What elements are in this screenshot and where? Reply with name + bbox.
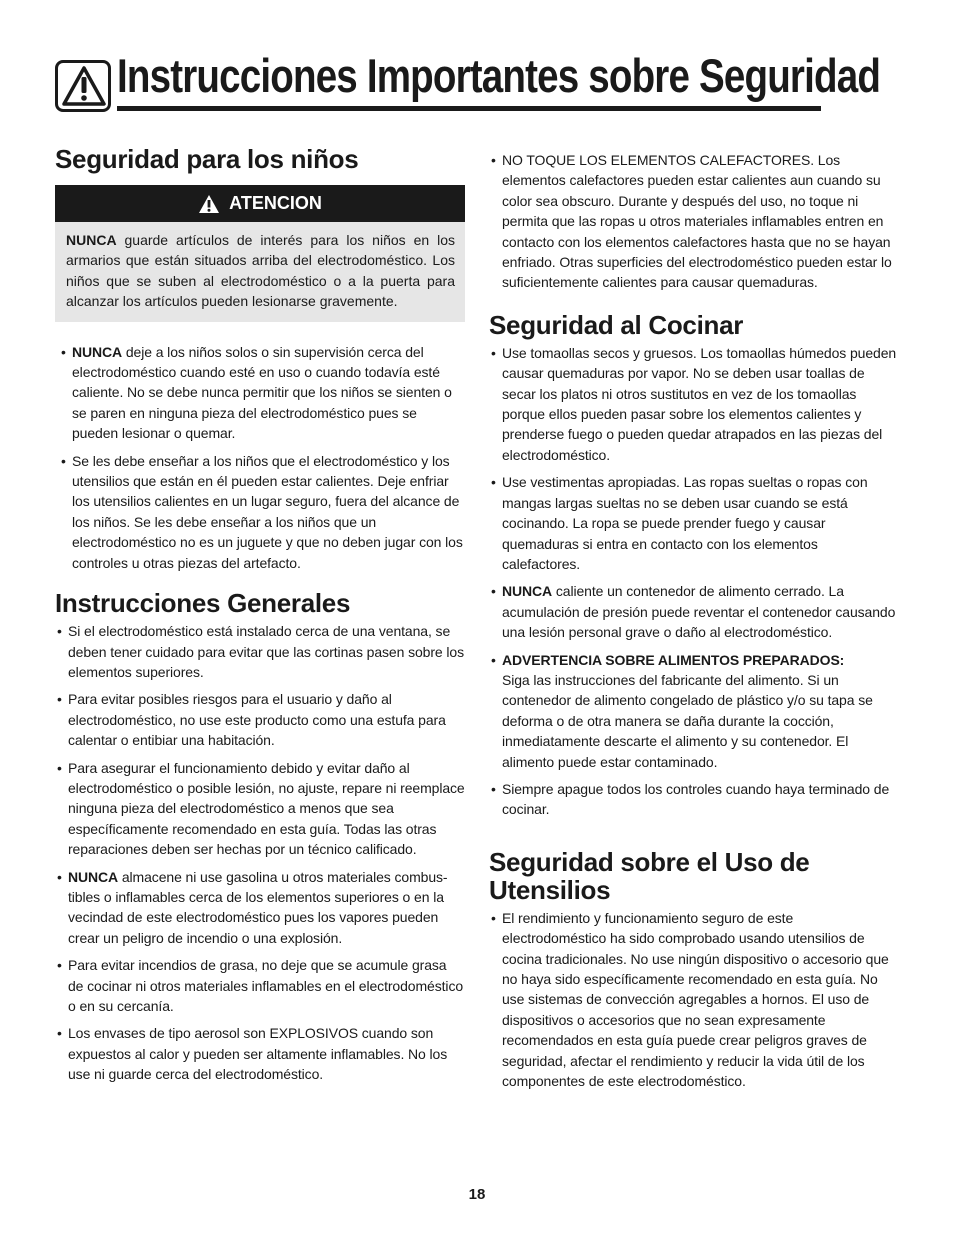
item-text: almacene ni use gasolina u otros materiales combus-tibles o inflamables cerca de los elementos superiores o en la vecindad de este electrodoméstico pues los vapores pueden crear un peligro de incendio o una explosión. [68,868,448,946]
item-text: Si el electrodoméstico está instalado cerca de una ventana, se deben tener cuidado para evitar que las cortinas pasen sobre los elementos superiores. [68,623,464,680]
item-lead: NUNCA [502,583,553,600]
cooking-list [489,343,899,820]
item-text: Para evitar posibles riesgos para el usuario y daño al electrodoméstico, no use este producto como una estufa para calentar o entibiar una habitación. [68,691,446,749]
list-item [59,451,465,573]
caution-bar [55,185,465,222]
item-text: Para evitar incendios de grasa, no deje que se acumule grasa de cocinar ni otros materiales inflamables en el electrodoméstico o en su cercanía. [68,957,464,1014]
page-number: 18 [468,1186,486,1203]
list-item [55,689,465,750]
cooking-heading: Seguridad al Cocinar [489,309,744,340]
item-lead: • ADVERTENCIA SOBRE ALIMENTOS PREPARADOS: [502,651,845,668]
item-text: Siga las instrucciones del fabricante del alimento. Si un contenedor de alimento congelado de plástico y/o su tapa se deforma o de otra manera se daña durante la cocción, inmediatamente descarte el alimento y su contenedor. El alimento puede estar contaminado. [502,671,873,770]
item-text: Los envases de tipo aerosol son EXPLOSIVOS cuando son expuestos al calor y pueden ser altamente inflamables. No los use ni guarde cerca del electrodoméstico. [68,1025,448,1083]
list-item [489,650,899,772]
caution-label: ATENCION [229,193,322,213]
caution-box [55,185,465,322]
list-item [55,1023,465,1084]
right-column [489,150,899,1098]
item-text: Se les debe enseñar a los niños que el electrodoméstico y los utensilios que están en él pueden estar calientes. Deje enfriar los utensilios calientes en un lugar seguro, fuera del alcance de los niños. Se les debe enseñar a los niños que un electrodoméstico no es un juguete y que no deben jugar con los controles u otras piezas del artefacto. [72,452,463,571]
list-item [55,621,465,682]
children-safety-list [55,342,465,573]
left-column [55,145,465,1092]
list-item [489,581,899,642]
list-item [55,955,465,1016]
utensils-list [489,908,899,1092]
item-lead: NUNCA [72,343,123,360]
item-text: Use tomaollas secos y gruesos. Los tomaollas húmedos pueden causar quemaduras por vapor. No se deben usar toallas de secar los platos ni otros sustitutos en vez de los tomaollas porque ellos pueden pasar sobre los elementos calientes y prenderse fuego o pueden quedar atrapados en las piezas del electrodoméstico. [502,344,897,463]
general-list [55,621,465,1085]
item-text: NO TOQUE LOS ELEMENTOS CALEFACTORES. Los elementos calefactores pueden estar calientes aun cuando su color sea obscuro. Durante y después del uso, no toque ni permita que las ropas u otros materiales inflamables entren en contacto con los elementos calefactores hasta que no se hayan enfriado. Otras superficies del electrodoméstico pueden estar lo suficientemente calientes para causar quemaduras. [502,152,892,291]
list-item [489,779,899,820]
page-title: Instrucciones Importantes sobre Seguridad [117,49,881,102]
caution-text [55,222,465,322]
list-item [489,343,899,465]
item-text: El rendimiento y funcionamiento seguro de este electrodoméstico ha sido comprobado usando utensilios de cocina tradicionales. No use ningún dispositivo o accesorio que no haya sido específicamente recomendado en esta guía. No use sistemas de convección agregables a hornos. El uso de dispositivos o accesorios que no sean expresamente recomendados en esta guía puede crear peligros graves de seguridad, afectar el rendimiento y reducir la vida útil de los componentes de este electrodoméstico. [502,909,889,1090]
item-text: Use vestimentas apropiadas. Las ropas sueltas o ropas con mangas largas sueltas no se deben usar cuando se está cocinando. La ropa se puede prender fuego y causar quemaduras si entra en contacto con los elementos calefactores. [502,474,868,572]
children-safety-heading: Seguridad para los niños [55,144,359,174]
list-item [55,867,465,949]
heating-elements-list [489,150,899,293]
warning-triangle-icon [198,194,220,214]
item-text: caliente un contenedor de alimento cerrado. La acumulación de presión puede reventar el contenedor causando una lesión personal grave o daño al electrodoméstico. [502,583,896,641]
utensils-heading: Seguridad sobre el Uso de Utensilios [489,846,810,905]
list-item [489,472,899,574]
caution-body: guarde artículos de interés para los niños en los armarios que están situados arriba del electrodoméstico. Los niños que se suben al electrodoméstico o a la puerta para alcanzar los artículos pueden lesionarse gravemente. [66,232,455,310]
item-text: deje a los niños solos o sin supervisión cerca del electrodoméstico cuando esté en uso o cuando todavía esté caliente. No se debe nunca permitir que los niños se sienten o se paren en ninguna pieza del electrodoméstico pues se pueden lesionar o quemar. [72,343,452,442]
list-item [489,908,899,1092]
item-lead: NUNCA [68,868,119,885]
list-item [59,342,465,444]
warning-exclamation-icon [55,60,111,112]
general-heading: Instrucciones Generales [55,588,351,619]
list-item [55,758,465,860]
caution-lead: NUNCA [66,232,117,248]
item-text: Siempre apague todos los controles cuando haya terminado de cocinar. [502,780,890,818]
page-header [55,49,881,114]
list-item [489,150,899,293]
title-underline [117,106,821,111]
item-text: Para asegurar el funcionamiento debido y evitar daño al electrodoméstico o posible lesión, no ajuste, repare ni reemplace ninguna pieza del electrodoméstico a menos que sea específicamente recomendado en esta guía. Todas las otras reparaciones deben ser hechas por un técnico calificado. [68,759,465,858]
